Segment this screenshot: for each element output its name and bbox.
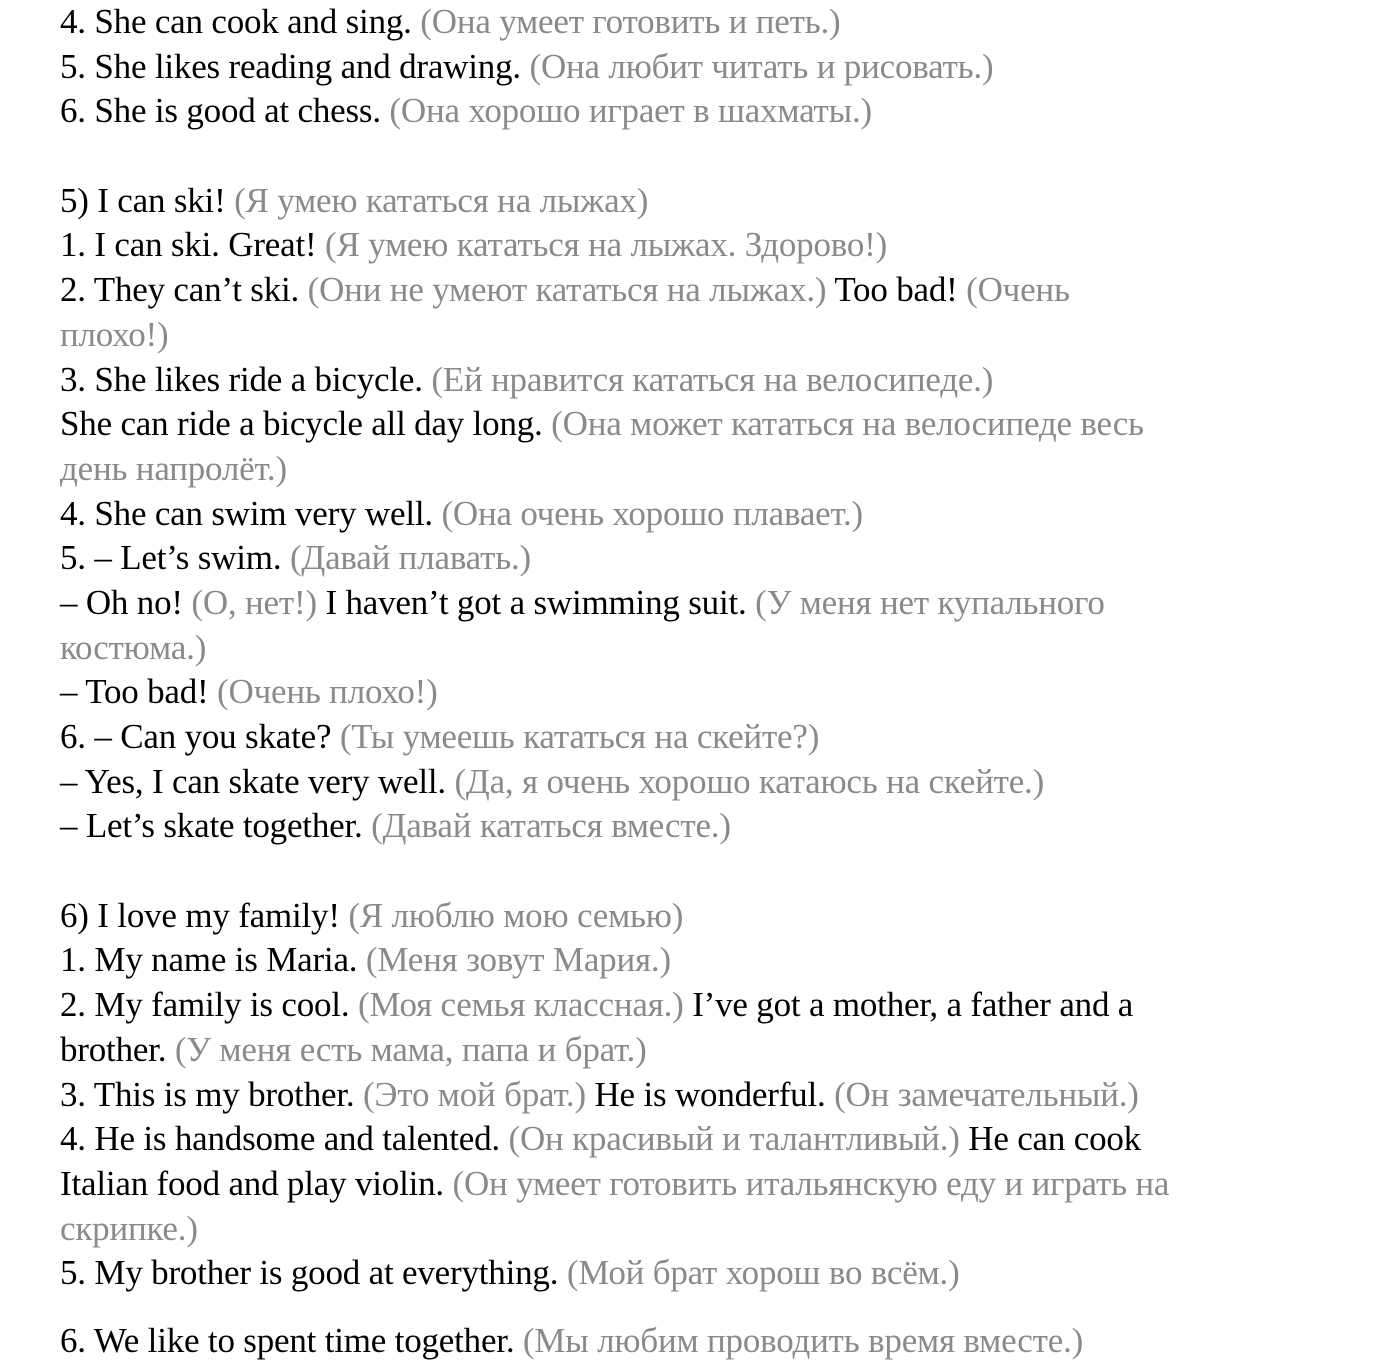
english-text: 4. She can cook and sing. — [60, 2, 421, 41]
russian-translation: (У меня нет купального — [755, 582, 1105, 622]
russian-translation: день напролёт.) — [60, 448, 287, 488]
english-text: 2. My family is cool. — [60, 985, 358, 1025]
text-line — [60, 358, 1350, 403]
russian-translation: (Она может кататься на велосипеде весь — [551, 404, 1144, 444]
russian-translation: (Я люблю мою семью) — [348, 895, 684, 935]
russian-translation: (Она умеет готовить и петь.) — [420, 2, 841, 41]
text-line — [60, 1319, 1350, 1364]
english-text: 4. She can swim very well. — [60, 493, 442, 533]
english-text: 6. She is good at chess. — [60, 91, 390, 131]
text-line — [60, 894, 1350, 939]
russian-translation: (Она любит читать и рисовать.) — [529, 46, 994, 86]
text-line — [60, 447, 1350, 492]
text-line — [60, 760, 1350, 805]
english-text: 5) I can ski! — [60, 180, 235, 220]
russian-translation: скрипке.) — [60, 1208, 198, 1248]
english-text: 5. My brother is good at everything. — [60, 1253, 567, 1293]
english-text: He can cook — [968, 1119, 1141, 1159]
text-line — [60, 313, 1350, 358]
english-text: 6. We like to spent time together. — [60, 1320, 523, 1360]
russian-translation: (Он красивый и талантливый.) — [508, 1119, 969, 1159]
russian-translation: (Это мой брат.) — [362, 1074, 595, 1114]
text-line — [60, 670, 1350, 715]
text-line — [60, 1117, 1350, 1162]
text-line — [60, 1028, 1350, 1073]
text-line — [60, 581, 1350, 626]
russian-translation: (Я умею кататься на лыжах) — [234, 180, 649, 220]
russian-translation: костюма.) — [60, 627, 207, 667]
russian-translation: (У меня есть мама, папа и брат.) — [174, 1029, 647, 1069]
russian-translation: (Да, я очень хорошо катаюсь на скейте.) — [454, 761, 1045, 801]
english-text: 6. – Can you skate? — [60, 717, 340, 756]
english-text: – Let’s skate together. — [60, 806, 372, 846]
english-text: Italian food and play violin. — [60, 1163, 453, 1203]
russian-translation: (Очень плохо!) — [217, 672, 438, 712]
russian-translation: (Давай плавать.) — [289, 538, 531, 578]
russian-translation: (Ты умеешь кататься на скейте?) — [339, 717, 820, 756]
paragraph-gap — [60, 134, 1350, 179]
document-page — [60, 0, 1350, 1364]
text-line — [60, 89, 1350, 134]
text-line — [60, 804, 1350, 849]
text-line — [60, 0, 1350, 45]
text-line — [60, 1251, 1350, 1296]
text-line — [60, 938, 1350, 983]
text-line — [60, 492, 1350, 537]
english-text: 5. She likes reading and drawing. — [60, 46, 530, 86]
russian-translation: (Он умеет готовить итальянскую еду и играть на — [452, 1163, 1170, 1203]
text-line — [60, 715, 1350, 760]
english-text: 1. My name is Maria. — [60, 940, 366, 980]
paragraph-gap — [60, 849, 1350, 894]
russian-translation: (Мой брат хорош во всём.) — [566, 1253, 960, 1293]
english-text: – Yes, I can skate very well. — [60, 761, 455, 801]
text-line — [60, 223, 1350, 268]
english-text: brother. — [60, 1029, 175, 1069]
russian-translation: (Меня зовут Мария.) — [365, 940, 671, 980]
text-line — [60, 45, 1350, 90]
text-line — [60, 402, 1350, 447]
english-text: 3. This is my brother. — [60, 1074, 363, 1114]
russian-translation: (Моя семья классная.) — [357, 985, 693, 1025]
english-text: I haven’t got a swimming suit. — [325, 582, 756, 622]
russian-translation: (Они не умеют кататься на лыжах.) — [307, 270, 835, 310]
russian-translation: плохо!) — [60, 314, 169, 354]
english-text: – Oh no! — [60, 582, 192, 622]
text-line — [60, 536, 1350, 581]
paragraph-gap — [60, 1296, 1350, 1319]
text-line — [60, 1073, 1350, 1118]
russian-translation: (Давай кататься вместе.) — [371, 806, 731, 846]
english-text: 1. I can ski. Great! — [60, 225, 325, 265]
english-text: He is wonderful. — [594, 1074, 835, 1114]
russian-translation: (Он замечательный.) — [834, 1074, 1139, 1114]
english-text: Too bad! — [834, 270, 967, 310]
text-line — [60, 626, 1350, 671]
russian-translation: (Она очень хорошо плавает.) — [441, 493, 863, 533]
english-text: – Too bad! — [60, 672, 218, 712]
russian-translation: (Я умею кататься на лыжах. Здорово!) — [325, 225, 888, 265]
english-text: 2. They can’t ski. — [60, 270, 308, 310]
english-text: She can ride a bicycle all day long. — [60, 404, 552, 444]
text-line — [60, 179, 1350, 224]
english-text: 4. He is handsome and talented. — [60, 1119, 509, 1159]
english-text: 3. She likes ride a bicycle. — [60, 359, 432, 399]
russian-translation: (Ей нравится кататься на велосипеде.) — [431, 359, 994, 399]
russian-translation: (Очень — [966, 270, 1070, 310]
russian-translation: (Мы любим проводить время вместе.) — [522, 1320, 1084, 1360]
english-text: 5. – Let’s swim. — [60, 538, 290, 578]
english-text: I’ve got a mother, a father and a — [692, 985, 1134, 1025]
text-line — [60, 983, 1350, 1028]
english-text: 6) I love my family! — [60, 895, 349, 935]
russian-translation: (О, нет!) — [191, 582, 326, 622]
russian-translation: (Она хорошо играет в шахматы.) — [389, 91, 872, 131]
text-line — [60, 268, 1350, 313]
text-line — [60, 1207, 1350, 1252]
text-line — [60, 1162, 1350, 1207]
